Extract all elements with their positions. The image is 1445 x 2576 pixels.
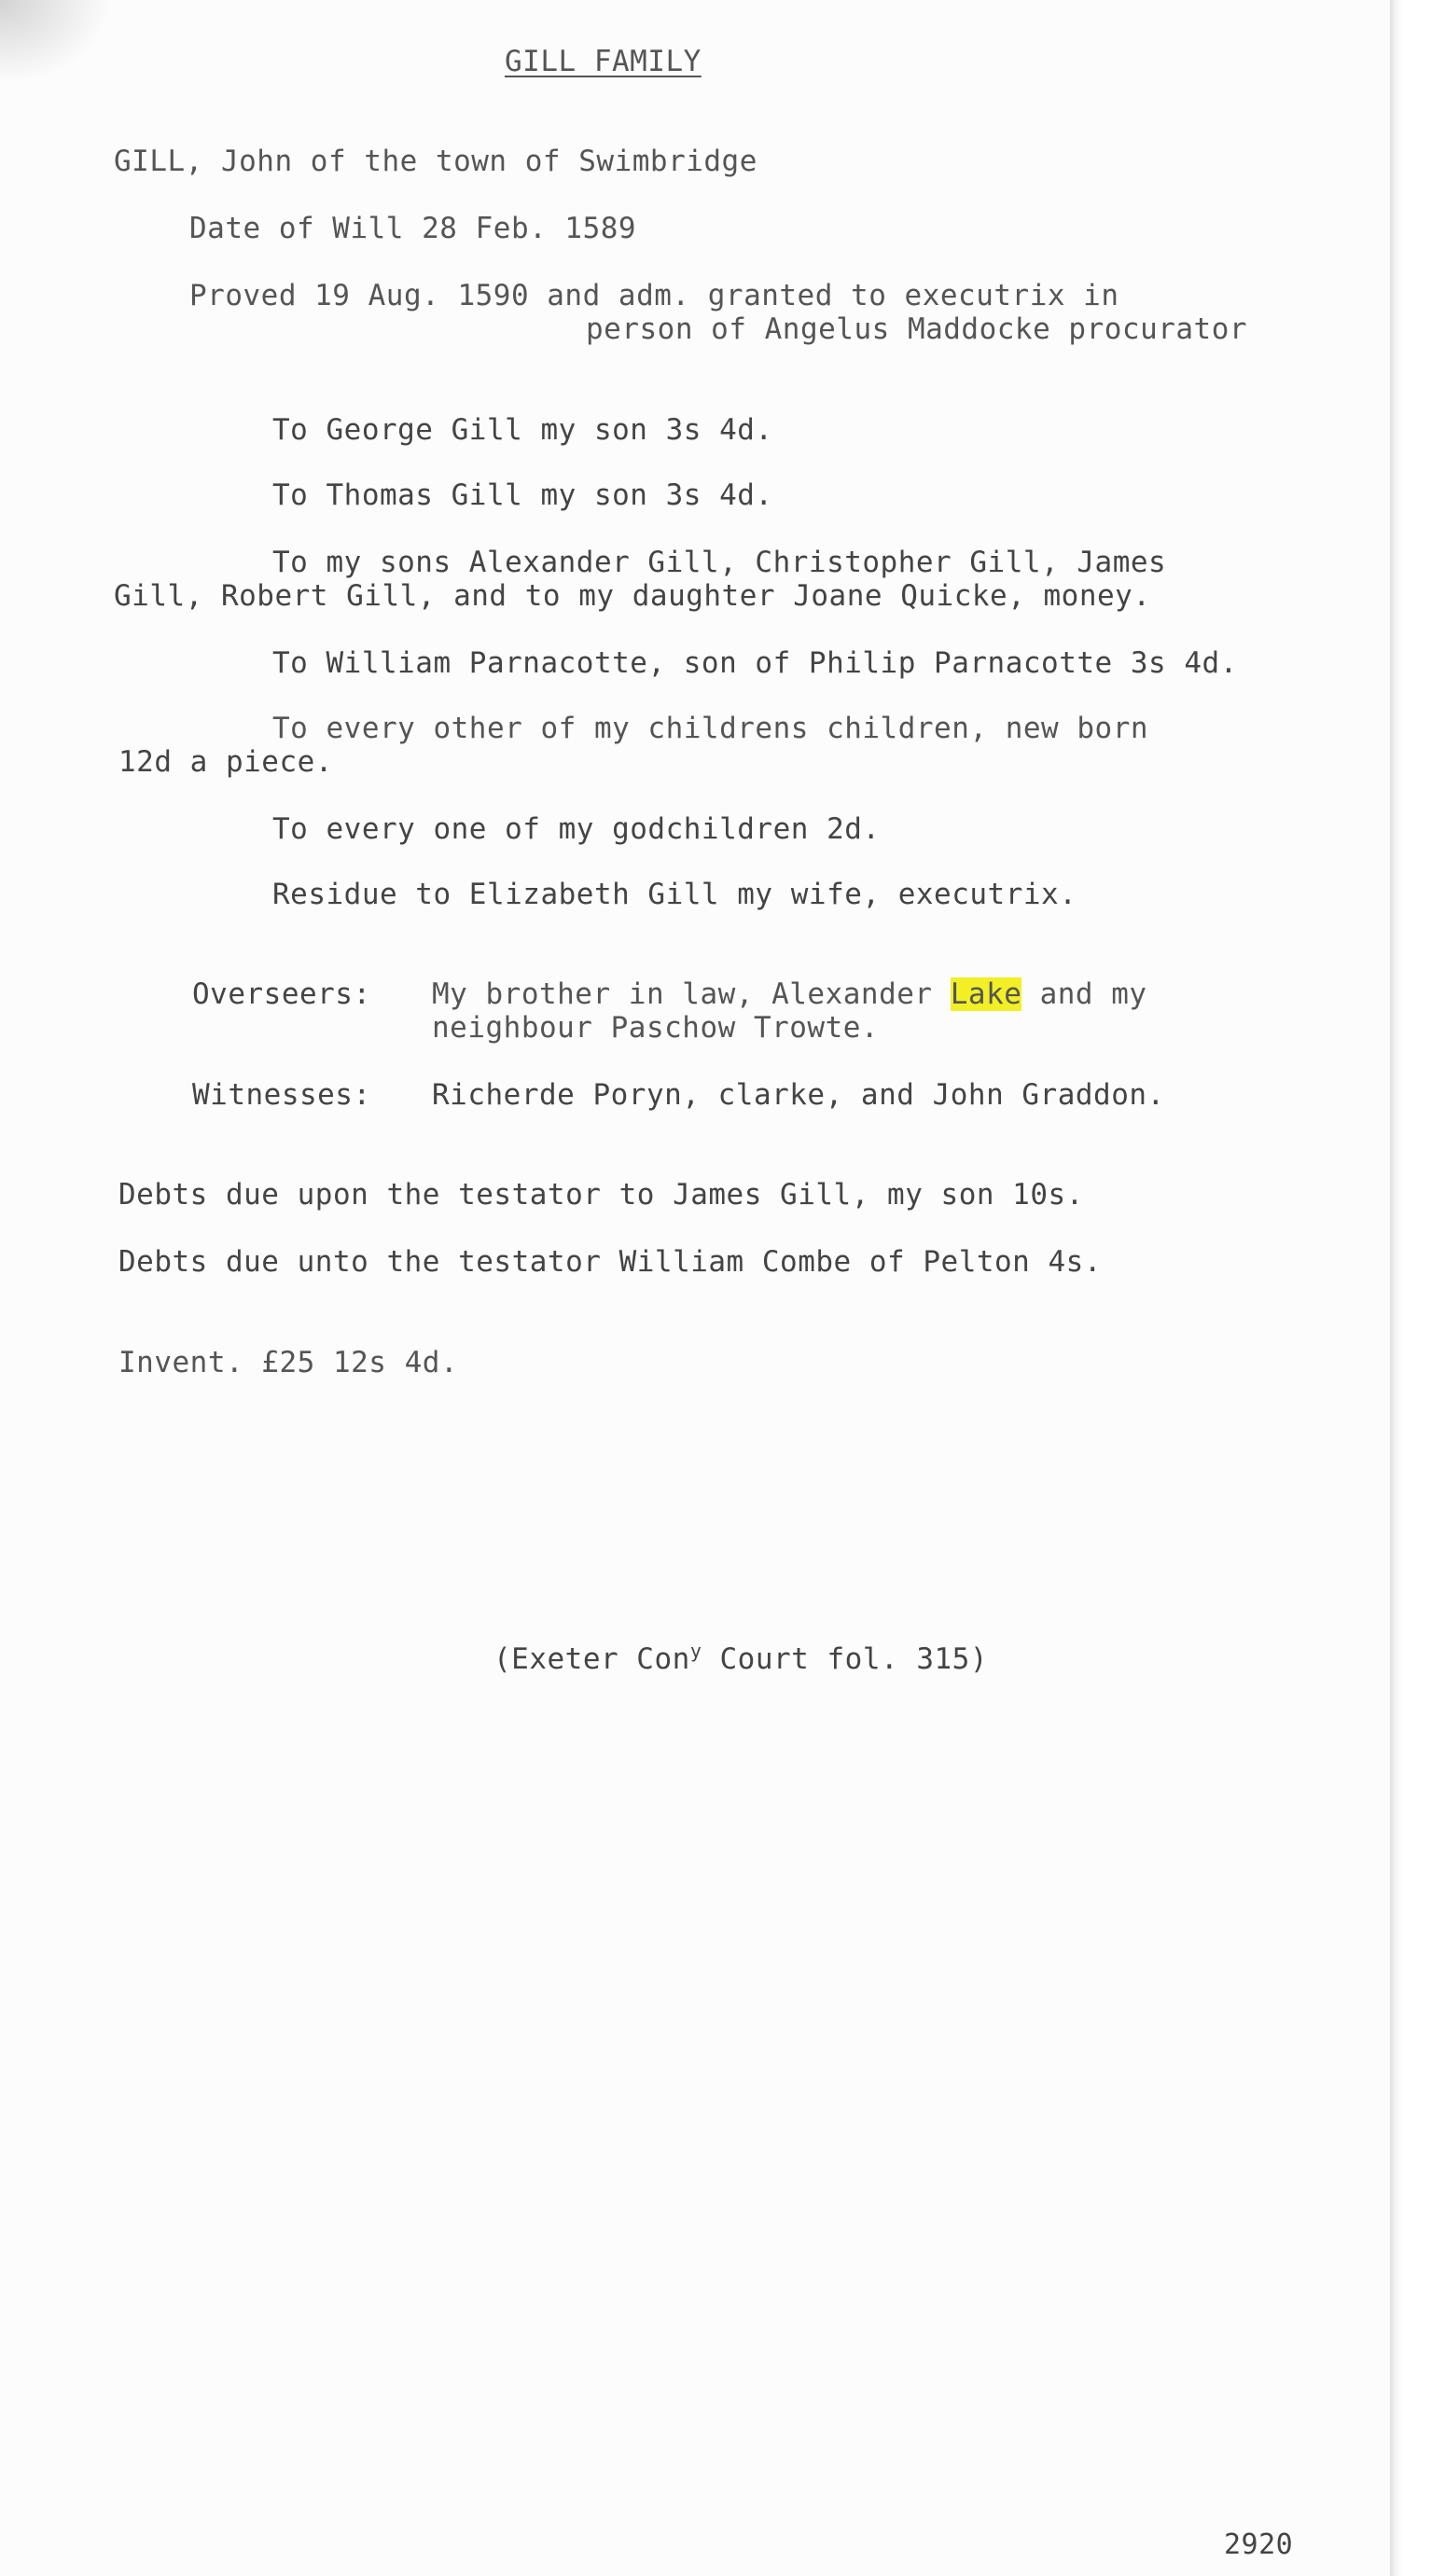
document-title: GILL FAMILY: [505, 45, 702, 78]
court-reference-before: (Exeter Con: [493, 1642, 690, 1676]
overseers-label: Overseers:: [192, 977, 371, 1011]
witnesses-text: Richerde Poryn, clarke, and John Graddon.: [432, 1078, 1165, 1112]
debts-upon-testator: Debts due upon the testator to James Gill, my son 10s.: [118, 1178, 1084, 1212]
court-reference-superscript: y: [689, 1640, 702, 1662]
bequest-george: To George Gill my son 3s 4d.: [272, 413, 773, 447]
probate-line-1: Proved 19 Aug. 1590 and adm. granted to executrix in: [189, 279, 1119, 312]
bequest-sons-line-1: To my sons Alexander Gill, Christopher Gill, James: [272, 546, 1167, 579]
court-reference-after: Court fol. 315): [702, 1642, 988, 1676]
overseers-line-1: [432, 977, 1147, 1011]
bequest-sons-line-2: Gill, Robert Gill, and to my daughter Joane Quicke, money.: [114, 579, 1151, 613]
page-number: 2920: [1224, 2528, 1294, 2561]
bequest-grandchildren-line-2: 12d a piece.: [118, 745, 333, 779]
overseers-text-before: My brother in law, Alexander: [432, 977, 951, 1011]
will-date: Date of Will 28 Feb. 1589: [189, 212, 637, 245]
will-heading: GILL, John of the town of Swimbridge: [114, 145, 757, 178]
scan-corner-shadow: [0, 0, 112, 84]
overseers-line-2: neighbour Paschow Trowte.: [432, 1011, 880, 1045]
probate-line-2: person of Angelus Maddocke procurator: [586, 312, 1248, 346]
highlighted-name: Lake: [950, 977, 1022, 1011]
inventory-value: Invent. £25 12s 4d.: [118, 1346, 459, 1379]
bequest-grandchildren-line-1: To every other of my childrens children, new born: [272, 712, 1149, 745]
bequest-godchildren: To every one of my godchildren 2d.: [272, 812, 881, 846]
overseers-text-after: and my: [1021, 977, 1147, 1011]
court-reference: [493, 1642, 988, 1679]
page-edge-shadow: [1390, 0, 1445, 2576]
debts-unto-testator: Debts due unto the testator William Combe of Pelton 4s.: [118, 1245, 1102, 1279]
witnesses-label: Witnesses:: [192, 1078, 371, 1112]
residue-clause: Residue to Elizabeth Gill my wife, executrix.: [272, 878, 1077, 911]
bequest-parnacotte: To William Parnacotte, son of Philip Parnacotte 3s 4d.: [272, 646, 1238, 680]
bequest-thomas: To Thomas Gill my son 3s 4d.: [272, 478, 773, 512]
